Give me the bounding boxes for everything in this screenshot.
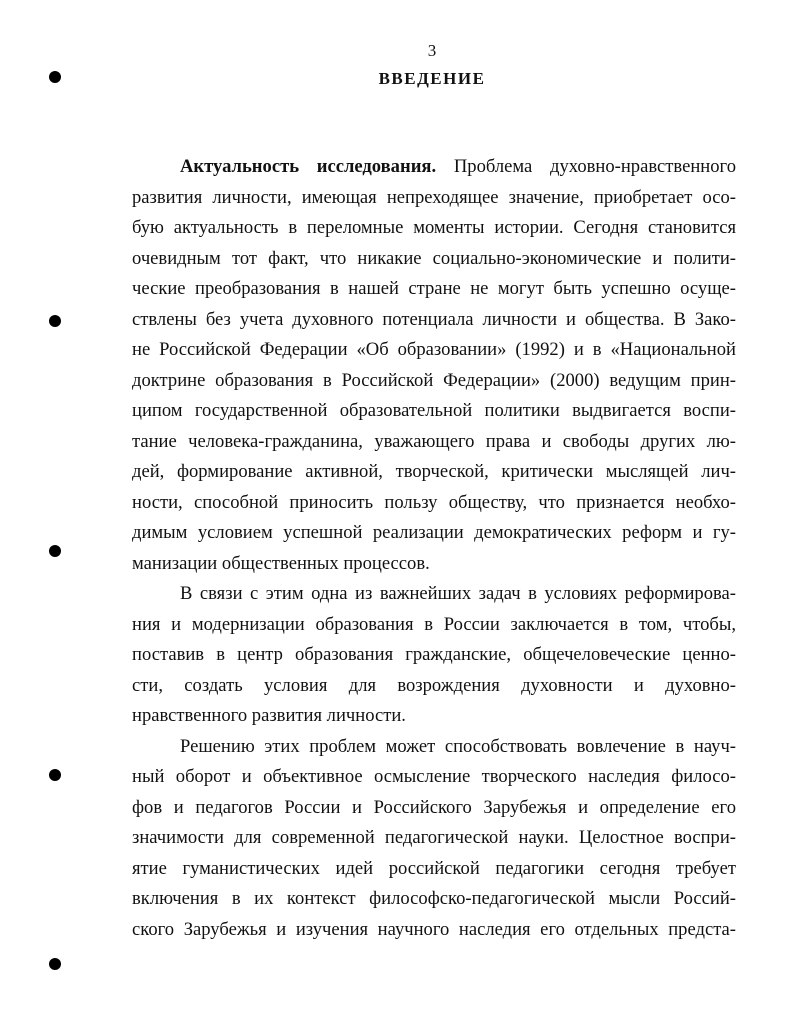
paragraph-lead-heading: Актуальность исследования. — [180, 156, 437, 177]
text-line: фов и педагогов России и Российского Зарубежья и определение его — [132, 796, 736, 818]
text-line: дей, формирование активной, творческой, критически мыслящей лич- — [132, 461, 736, 482]
body-text — [132, 152, 736, 945]
page-title: ВВЕДЕНИЕ — [378, 69, 486, 88]
text-line: ского Зарубежья и изучения научного наследия его отдельных предста- — [132, 918, 736, 940]
text-line: ности, способной приносить пользу обществу, что признается необхо- — [132, 491, 736, 513]
text-line: ния и модернизации образования в России заключается в том, чтобы, — [132, 613, 736, 635]
text-line: ствлены без учета духовного потенциала личности и общества. В Зако- — [132, 308, 736, 330]
text-line: развития личности, имеющая непреходящее значение, приобретает осо- — [132, 186, 736, 208]
page-number: 3 — [427, 41, 437, 60]
text-line: манизации общественных процессов. — [132, 552, 430, 574]
text-line: ческие преобразования в нашей стране не могут быть успешно осуще- — [132, 278, 736, 299]
binding-hole-marker — [49, 769, 61, 781]
text-line: очевидным тот факт, что никакие социально-экономические и полити- — [132, 247, 736, 269]
text-line: тание человека-гражданина, уважающего права и свободы других лю- — [132, 430, 736, 452]
text-line: доктрине образования в Российской Федерации» (2000) ведущим прин- — [132, 369, 736, 391]
paragraph-relevance — [132, 152, 736, 579]
binding-hole-marker — [49, 315, 61, 327]
text-line: В связи с этим одна из важнейших задач в условиях реформирова- — [180, 583, 736, 604]
text-line: бую актуальность в переломные моменты истории. Сегодня становится — [132, 217, 736, 238]
text-line: значимости для современной педагогической науки. Целостное воспри- — [132, 827, 736, 848]
binding-hole-marker — [49, 545, 61, 557]
text-line: димым условием успешной реализации демократических реформ и гу- — [132, 522, 736, 543]
text-line: включения в их контекст философско-педагогической мысли Россий- — [132, 888, 736, 909]
text-line: нравственного развития личности. — [132, 705, 406, 726]
text-line: ципом государственной образовательной политики выдвигается воспи- — [132, 400, 736, 421]
text-line: не Российской Федерации «Об образовании» (1992) и в «Национальной — [132, 339, 736, 360]
text-line: сти, создать условия для возрождения духовности и духовно- — [132, 674, 736, 696]
text-line: Решению этих проблем может способствовать вовлечение в науч- — [180, 735, 736, 757]
paragraph-tasks — [132, 579, 736, 732]
text-line: ный оборот и объективное осмысление творческого наследия филосо- — [132, 766, 736, 787]
text-line-content: Проблема духовно-нравственного — [453, 156, 736, 177]
paragraph-solution — [132, 732, 736, 946]
binding-hole-marker — [49, 958, 61, 970]
text-line — [132, 152, 736, 183]
text-line: ятие гуманистических идей российской педагогики сегодня требует — [132, 857, 736, 879]
text-line: поставив в центр образования гражданские, общечеловеческие ценно- — [132, 644, 736, 665]
